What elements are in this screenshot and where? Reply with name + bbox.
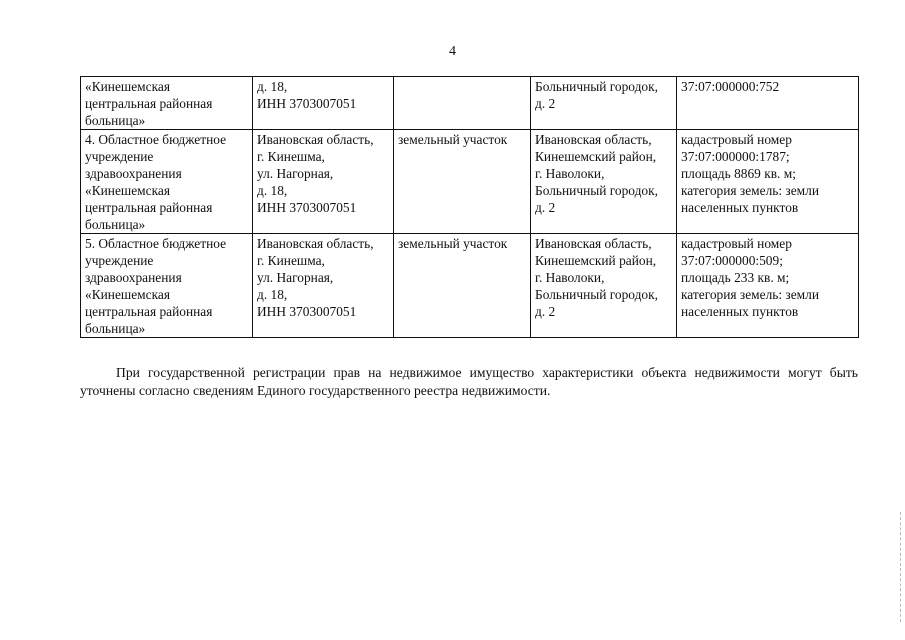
table-row xyxy=(81,77,859,130)
scan-margin-marks xyxy=(898,512,901,622)
characteristics-cell: кадастровый номер 37:07:000000:1787; площадь 8869 кв. м; категория земель: земли населенных пунктов xyxy=(677,130,859,234)
property-table xyxy=(80,76,859,338)
registration-note: При государственной регистрации прав на недвижимое имущество характеристики объекта недвижимости могут быть уточнены согласно сведениям Единого государственного реестра недвижимости. xyxy=(80,365,858,398)
owner-address-cell: д. 18, ИНН 3703007051 xyxy=(253,77,394,130)
owner-cell: 5. Областное бюджетное учреждение здравоохранения «Кинешемская центральная районная больница» xyxy=(81,234,253,338)
object-address-cell: Ивановская область, Кинешемский район, г. Наволоки, Больничный городок, д. 2 xyxy=(531,130,677,234)
table-row xyxy=(81,234,859,338)
owner-address-cell: Ивановская область, г. Кинешма, ул. Нагорная, д. 18, ИНН 3703007051 xyxy=(253,130,394,234)
object-address-cell: Ивановская область, Кинешемский район, г. Наволоки, Больничный городок, д. 2 xyxy=(531,234,677,338)
object-address-cell: Больничный городок, д. 2 xyxy=(531,77,677,130)
owner-cell: «Кинешемская центральная районная больница» xyxy=(81,77,253,130)
owner-cell: 4. Областное бюджетное учреждение здравоохранения «Кинешемская центральная районная больница» xyxy=(81,130,253,234)
object-type-cell: земельный участок xyxy=(394,130,531,234)
characteristics-cell: кадастровый номер 37:07:000000:509; площадь 233 кв. м; категория земель: земли населенных пунктов xyxy=(677,234,859,338)
characteristics-cell: 37:07:000000:752 xyxy=(677,77,859,130)
page-number: 4 xyxy=(449,44,456,59)
object-type-cell xyxy=(394,77,531,130)
object-type-cell: земельный участок xyxy=(394,234,531,338)
owner-address-cell: Ивановская область, г. Кинешма, ул. Нагорная, д. 18, ИНН 3703007051 xyxy=(253,234,394,338)
table-row xyxy=(81,130,859,234)
